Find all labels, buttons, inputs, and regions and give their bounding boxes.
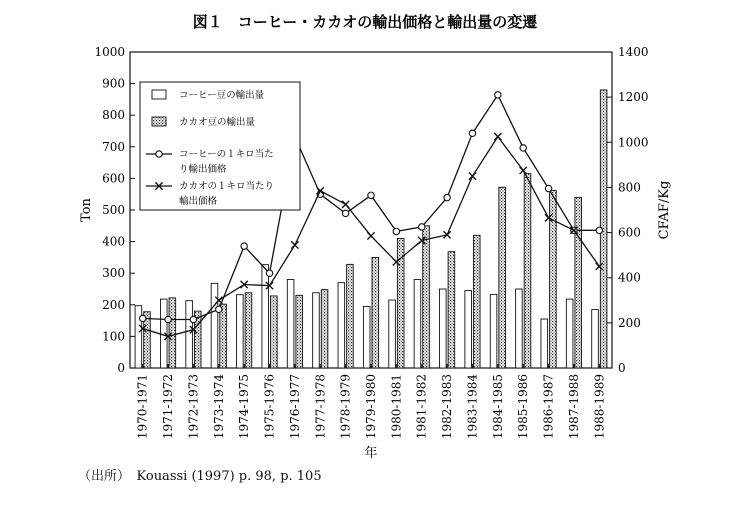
coffee-price-point xyxy=(520,145,526,151)
left-tick-label: 100 xyxy=(102,329,125,344)
x-tick-label: 1975-1976 xyxy=(262,374,277,440)
x-tick-label: 1987-1988 xyxy=(566,374,581,440)
coffee-volume-bar xyxy=(313,293,320,368)
coffee-price-point xyxy=(444,194,450,200)
left-tick-label: 200 xyxy=(102,297,125,312)
left-tick-label: 0 xyxy=(117,361,125,375)
coffee-volume-bar xyxy=(566,299,573,368)
x-tick-label: 1981-1982 xyxy=(414,374,429,440)
coffee-volume-bar xyxy=(490,294,497,368)
cacao-volume-bar xyxy=(575,197,582,368)
coffee-volume-bar xyxy=(414,280,421,368)
left-tick-label: 400 xyxy=(102,234,125,249)
x-axis-label: 年 xyxy=(364,446,378,461)
cacao-volume-bar xyxy=(169,298,176,368)
left-tick-label: 600 xyxy=(102,171,125,186)
left-tick-label: 1000 xyxy=(94,45,125,59)
cacao-volume-bar xyxy=(245,293,252,368)
x-tick-label: 1978-1979 xyxy=(338,374,353,440)
right-tick-label: 1400 xyxy=(618,45,649,59)
coffee-price-point xyxy=(469,130,475,136)
cacao-volume-bar xyxy=(550,190,557,368)
right-tick-label: 800 xyxy=(618,180,641,195)
coffee-price-point xyxy=(342,210,348,216)
right-tick-label: 0 xyxy=(618,361,626,375)
cacao-volume-bar xyxy=(499,187,506,368)
coffee-volume-bar xyxy=(592,310,599,368)
coffee-volume-bar xyxy=(541,319,548,368)
right-tick-label: 200 xyxy=(618,315,641,330)
coffee-volume-bar xyxy=(211,283,218,368)
right-tick-label: 400 xyxy=(618,270,641,285)
legend-swatch-cacao-bar xyxy=(152,117,166,126)
cacao-volume-bar xyxy=(296,295,303,368)
left-tick-label: 900 xyxy=(102,76,125,91)
cacao-price-point xyxy=(342,201,349,208)
legend-label-coffee-line: り輸出価格 xyxy=(179,164,227,175)
coffee-volume-bar xyxy=(440,289,447,368)
cacao-price-point xyxy=(520,167,527,174)
legend-marker-circle xyxy=(156,151,162,157)
left-tick-label: 300 xyxy=(102,266,125,281)
cacao-volume-bar xyxy=(524,174,531,368)
coffee-price-point xyxy=(165,316,171,322)
coffee-price-point xyxy=(266,270,272,276)
coffee-volume-bar xyxy=(465,291,472,368)
left-tick-label: 700 xyxy=(102,139,125,154)
x-tick-label: 1985-1986 xyxy=(516,374,531,440)
y-axis-label-left: Ton xyxy=(79,198,94,222)
legend-swatch-coffee-bar xyxy=(152,90,166,99)
coffee-price-point xyxy=(368,192,374,198)
left-tick-label: 800 xyxy=(102,108,125,123)
x-tick-label: 1984-1985 xyxy=(490,374,505,440)
coffee-price-point xyxy=(419,224,425,230)
legend xyxy=(140,82,300,210)
x-tick-label: 1982-1983 xyxy=(440,374,455,440)
cacao-volume-bar xyxy=(220,304,227,368)
chart-title: 図１ コーヒー・カカオの輸出価格と輸出量の変遷 xyxy=(192,13,538,31)
coffee-volume-bar xyxy=(186,301,193,368)
x-tick-label: 1976-1977 xyxy=(287,374,302,440)
legend-label-cacao-line: 輸出価格 xyxy=(179,196,218,207)
coffee-price-point xyxy=(495,92,501,98)
x-tick-label: 1979-1980 xyxy=(364,374,378,440)
coffee-volume-bar xyxy=(516,289,523,368)
x-tick-label: 1970-1971 xyxy=(135,374,150,440)
x-tick-label: 1973-1974 xyxy=(211,374,226,440)
x-tick-label: 1974-1975 xyxy=(237,374,252,440)
cacao-volume-bar xyxy=(271,296,278,368)
legend-label-cacao-line: カカオの１キロ当たり xyxy=(179,181,275,192)
legend-label-cacao-bar: カカオ豆の輸出量 xyxy=(179,117,256,128)
x-tick-label: 1986-1987 xyxy=(541,374,556,440)
right-tick-label: 1200 xyxy=(618,90,649,105)
coffee-volume-bar xyxy=(338,283,345,368)
coffee-price-point xyxy=(241,243,247,249)
coffee-volume-bar xyxy=(389,300,396,368)
y-axis-label-right: CFAF/Kg xyxy=(657,180,672,240)
cacao-volume-bar xyxy=(473,235,480,368)
cacao-price-point xyxy=(469,173,476,180)
coffee-price-point xyxy=(139,315,145,321)
coffee-volume-bar xyxy=(237,295,244,368)
cacao-volume-bar xyxy=(448,252,455,368)
left-tick-label: 500 xyxy=(102,203,125,217)
legend-label-coffee-bar: コーヒー豆の輸出量 xyxy=(179,90,265,101)
cacao-volume-bar xyxy=(321,290,328,368)
coffee-price-point xyxy=(393,228,399,234)
right-tick-label: 600 xyxy=(618,225,641,240)
coffee-price-point xyxy=(216,306,222,312)
x-tick-label: 1980-1981 xyxy=(389,374,404,440)
coffee-price-point xyxy=(596,227,602,233)
coffee-price-point xyxy=(190,316,196,322)
coffee-volume-bar xyxy=(135,306,142,368)
coffee-price-point xyxy=(545,185,551,191)
x-tick-label: 1988-1989 xyxy=(592,374,607,440)
cacao-price-point xyxy=(494,133,501,140)
x-tick-label: 1983-1984 xyxy=(465,374,480,440)
coffee-volume-bar xyxy=(262,265,269,368)
coffee-volume-bar xyxy=(363,306,370,368)
coffee-volume-bar xyxy=(287,280,294,368)
cacao-volume-bar xyxy=(423,226,430,368)
cacao-volume-bar xyxy=(372,257,379,368)
x-tick-label: 1971-1972 xyxy=(161,374,176,440)
legend-label-coffee-line: コーヒーの１キロ当た xyxy=(179,149,274,160)
source-note: （出所） Kouassi (1997) p. 98, p. 105 xyxy=(78,469,322,484)
right-tick-label: 1000 xyxy=(618,135,649,150)
cacao-price-point xyxy=(291,241,298,248)
x-tick-label: 1977-1978 xyxy=(313,374,328,440)
cacao-volume-bar xyxy=(347,264,354,368)
x-tick-label: 1972-1973 xyxy=(186,374,201,440)
cacao-price-point xyxy=(367,232,374,239)
